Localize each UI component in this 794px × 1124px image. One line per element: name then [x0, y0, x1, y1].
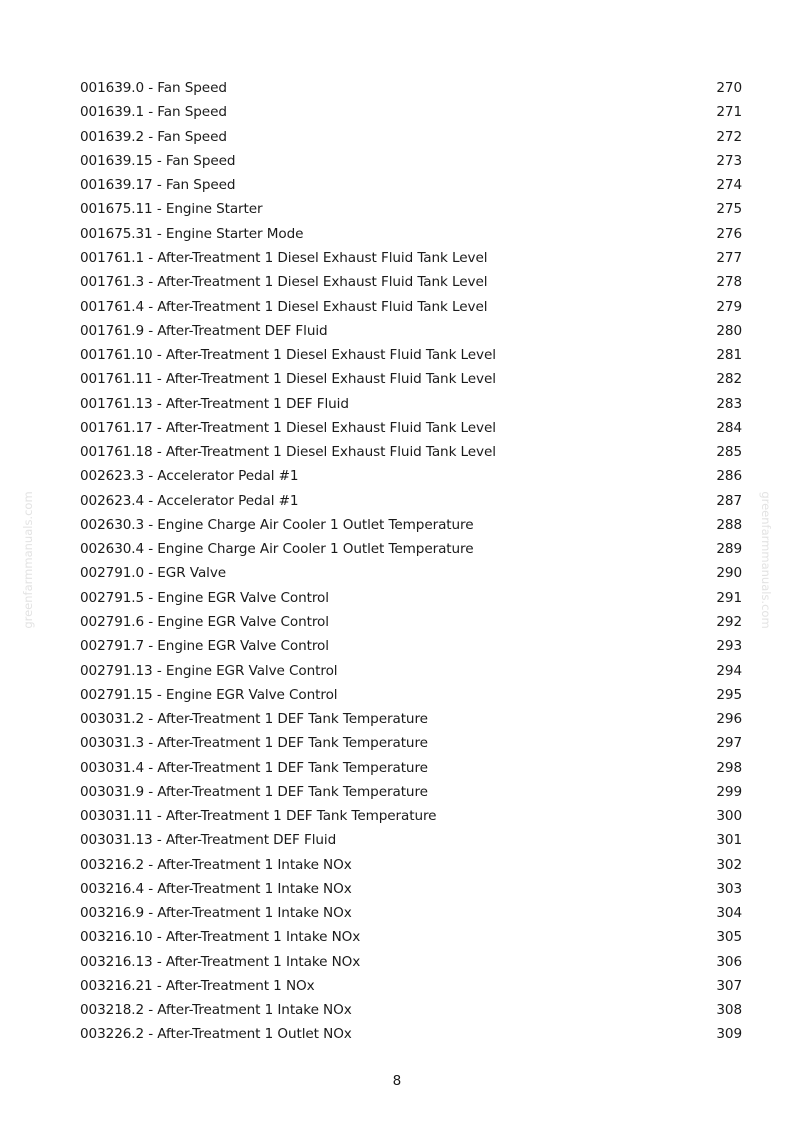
toc-entry[interactable]	[80, 76, 742, 100]
toc-entry-title: 003216.4 - After-Treatment 1 Intake NOx	[80, 880, 352, 897]
toc-entry-page-number: 299	[716, 783, 742, 800]
toc-entry-page-number: 304	[716, 905, 742, 922]
toc-entry-title: 001761.3 - After-Treatment 1 Diesel Exhaust Fluid Tank Level	[80, 274, 488, 291]
toc-entry-page-number: 297	[716, 735, 742, 752]
toc-entry-page-number: 282	[716, 371, 742, 388]
toc-entry[interactable]	[80, 828, 742, 852]
toc-entry[interactable]	[80, 270, 742, 294]
toc-entry-page-number: 277	[716, 249, 742, 266]
toc-entry-title: 003216.9 - After-Treatment 1 Intake NOx	[80, 905, 352, 922]
toc-entry-title: 003216.13 - After-Treatment 1 Intake NOx	[80, 953, 361, 970]
toc-entry[interactable]	[80, 197, 742, 221]
toc-entry[interactable]	[80, 246, 742, 270]
toc-entry[interactable]	[80, 464, 742, 488]
toc-entry-page-number: 308	[716, 1002, 742, 1019]
toc-entry-title: 001761.4 - After-Treatment 1 Diesel Exhaust Fluid Tank Level	[80, 298, 488, 315]
toc-entry[interactable]	[80, 561, 742, 585]
toc-entry[interactable]	[80, 294, 742, 318]
toc-entry[interactable]	[80, 149, 742, 173]
toc-entry-title: 002791.6 - Engine EGR Valve Control	[80, 613, 329, 630]
toc-entry-title: 003218.2 - After-Treatment 1 Intake NOx	[80, 1002, 352, 1019]
toc-entry-page-number: 300	[716, 808, 742, 825]
toc-entry-page-number: 293	[716, 638, 742, 655]
toc-entry-title: 002630.4 - Engine Charge Air Cooler 1 Outlet Temperature	[80, 541, 474, 558]
toc-entry-page-number: 289	[716, 541, 742, 558]
toc-entry-title: 003226.2 - After-Treatment 1 Outlet NOx	[80, 1026, 352, 1043]
toc-entry[interactable]	[80, 440, 742, 464]
toc-entry-title: 002623.4 - Accelerator Pedal #1	[80, 492, 299, 509]
table-of-contents	[80, 76, 742, 1047]
toc-entry[interactable]	[80, 998, 742, 1022]
toc-entry[interactable]	[80, 537, 742, 561]
toc-entry[interactable]	[80, 707, 742, 731]
toc-entry-title: 002791.7 - Engine EGR Valve Control	[80, 638, 329, 655]
toc-entry[interactable]	[80, 125, 742, 149]
toc-entry-title: 001675.31 - Engine Starter Mode	[80, 225, 304, 242]
toc-entry[interactable]	[80, 343, 742, 367]
toc-entry-title: 001761.10 - After-Treatment 1 Diesel Exhaust Fluid Tank Level	[80, 347, 496, 364]
watermark-left-text: greenfarmmanuals.com	[21, 491, 35, 629]
toc-entry[interactable]	[80, 391, 742, 415]
toc-entry-page-number: 283	[716, 395, 742, 412]
watermark-left	[18, 480, 38, 640]
toc-entry-page-number: 294	[716, 662, 742, 679]
toc-entry-page-number: 276	[716, 225, 742, 242]
toc-entry-title: 003031.4 - After-Treatment 1 DEF Tank Temperature	[80, 759, 428, 776]
toc-entry[interactable]	[80, 100, 742, 124]
toc-entry-page-number: 271	[716, 104, 742, 121]
toc-entry[interactable]	[80, 683, 742, 707]
toc-entry[interactable]	[80, 877, 742, 901]
toc-entry[interactable]	[80, 634, 742, 658]
toc-entry-page-number: 302	[716, 856, 742, 873]
toc-entry-title: 003031.13 - After-Treatment DEF Fluid	[80, 832, 337, 849]
toc-entry[interactable]	[80, 780, 742, 804]
toc-entry[interactable]	[80, 1022, 742, 1046]
toc-entry[interactable]	[80, 731, 742, 755]
toc-entry[interactable]	[80, 804, 742, 828]
toc-entry-page-number: 278	[716, 274, 742, 291]
toc-entry[interactable]	[80, 173, 742, 197]
toc-entry[interactable]	[80, 901, 742, 925]
toc-entry-title: 001639.1 - Fan Speed	[80, 104, 227, 121]
toc-entry-title: 003216.10 - After-Treatment 1 Intake NOx	[80, 929, 361, 946]
toc-entry-title: 002791.5 - Engine EGR Valve Control	[80, 589, 329, 606]
toc-entry[interactable]	[80, 513, 742, 537]
toc-entry-page-number: 298	[716, 759, 742, 776]
toc-entry-title: 003216.21 - After-Treatment 1 NOx	[80, 977, 315, 994]
toc-entry-title: 002791.15 - Engine EGR Valve Control	[80, 686, 338, 703]
toc-entry-page-number: 303	[716, 880, 742, 897]
toc-entry-title: 001761.17 - After-Treatment 1 Diesel Exhaust Fluid Tank Level	[80, 419, 496, 436]
toc-entry-title: 003031.11 - After-Treatment 1 DEF Tank Temperature	[80, 808, 437, 825]
toc-entry-page-number: 281	[716, 347, 742, 364]
toc-entry-page-number: 301	[716, 832, 742, 849]
toc-entry-page-number: 307	[716, 977, 742, 994]
toc-entry-page-number: 291	[716, 589, 742, 606]
toc-entry[interactable]	[80, 610, 742, 634]
toc-entry-page-number: 287	[716, 492, 742, 509]
toc-entry-page-number: 305	[716, 929, 742, 946]
toc-entry-page-number: 275	[716, 201, 742, 218]
toc-entry-page-number: 306	[716, 953, 742, 970]
toc-entry-page-number: 309	[716, 1026, 742, 1043]
watermark-right	[756, 480, 776, 640]
toc-entry-title: 003216.2 - After-Treatment 1 Intake NOx	[80, 856, 352, 873]
toc-entry-title: 002630.3 - Engine Charge Air Cooler 1 Outlet Temperature	[80, 516, 474, 533]
toc-entry[interactable]	[80, 367, 742, 391]
toc-entry-page-number: 286	[716, 468, 742, 485]
toc-entry[interactable]	[80, 658, 742, 682]
toc-entry[interactable]	[80, 925, 742, 949]
toc-entry[interactable]	[80, 950, 742, 974]
toc-entry-title: 001761.18 - After-Treatment 1 Diesel Exhaust Fluid Tank Level	[80, 444, 496, 461]
toc-entry-title: 001639.15 - Fan Speed	[80, 152, 236, 169]
toc-entry-page-number: 274	[716, 177, 742, 194]
toc-entry-title: 002791.0 - EGR Valve	[80, 565, 227, 582]
toc-entry-title: 001639.17 - Fan Speed	[80, 177, 236, 194]
toc-entry-page-number: 279	[716, 298, 742, 315]
watermark-right-text: greenfarmmanuals.com	[759, 491, 773, 629]
toc-entry-page-number: 288	[716, 516, 742, 533]
toc-entry[interactable]	[80, 319, 742, 343]
toc-entry-title: 001761.9 - After-Treatment DEF Fluid	[80, 322, 328, 339]
toc-entry-page-number: 272	[716, 128, 742, 145]
toc-entry[interactable]	[80, 489, 742, 513]
toc-entry-title: 003031.9 - After-Treatment 1 DEF Tank Temperature	[80, 783, 428, 800]
toc-entry-title: 001761.1 - After-Treatment 1 Diesel Exhaust Fluid Tank Level	[80, 249, 488, 266]
toc-entry-title: 002623.3 - Accelerator Pedal #1	[80, 468, 299, 485]
toc-entry-page-number: 285	[716, 444, 742, 461]
toc-entry[interactable]	[80, 416, 742, 440]
toc-entry[interactable]	[80, 755, 742, 779]
toc-entry-title: 003031.3 - After-Treatment 1 DEF Tank Temperature	[80, 735, 428, 752]
toc-entry-page-number: 290	[716, 565, 742, 582]
toc-entry-title: 003031.2 - After-Treatment 1 DEF Tank Temperature	[80, 711, 428, 728]
toc-entry-page-number: 280	[716, 322, 742, 339]
page-number: 8	[392, 1073, 402, 1089]
toc-entry-page-number: 292	[716, 613, 742, 630]
toc-entry-page-number: 296	[716, 711, 742, 728]
toc-entry[interactable]	[80, 853, 742, 877]
toc-entry[interactable]	[80, 974, 742, 998]
toc-entry-page-number: 270	[716, 80, 742, 97]
toc-entry-title: 001675.11 - Engine Starter	[80, 201, 263, 218]
toc-entry-page-number: 295	[716, 686, 742, 703]
toc-entry-page-number: 284	[716, 419, 742, 436]
toc-entry-page-number: 273	[716, 152, 742, 169]
toc-entry-title: 001639.0 - Fan Speed	[80, 80, 227, 97]
toc-entry-title: 002791.13 - Engine EGR Valve Control	[80, 662, 338, 679]
toc-entry-title: 001761.13 - After-Treatment 1 DEF Fluid	[80, 395, 349, 412]
toc-entry-title: 001639.2 - Fan Speed	[80, 128, 227, 145]
toc-entry[interactable]	[80, 222, 742, 246]
toc-entry-title: 001761.11 - After-Treatment 1 Diesel Exhaust Fluid Tank Level	[80, 371, 496, 388]
toc-entry[interactable]	[80, 586, 742, 610]
